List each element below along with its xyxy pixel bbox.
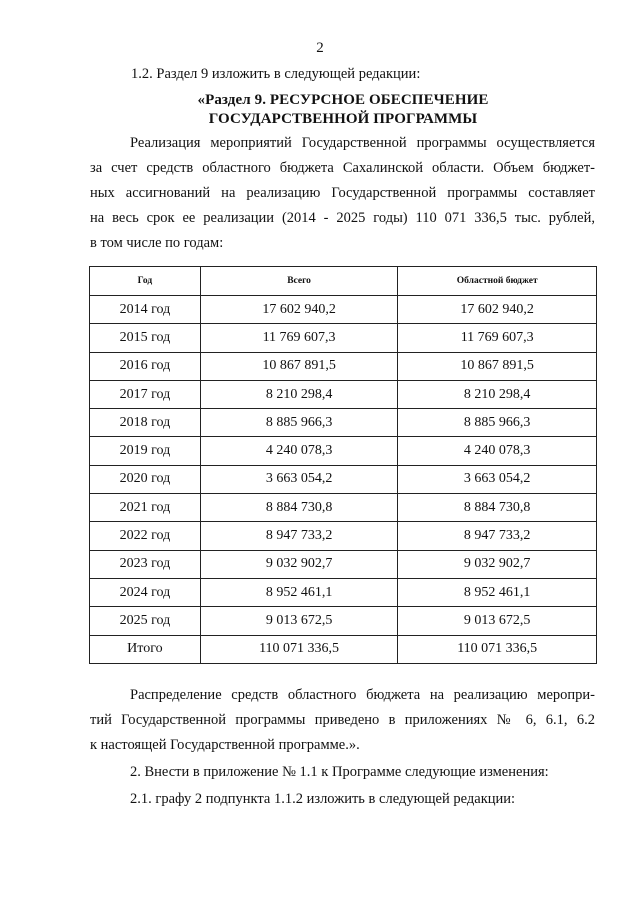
table-row [90,607,597,635]
table-row [90,409,597,437]
table-row [90,380,597,408]
total-cell: 8 947 733,2 [200,522,398,550]
table-row [90,352,597,380]
total-cell: 11 769 607,3 [200,324,398,352]
regional-budget-cell: 3 663 054,2 [398,465,597,493]
header-regional-budget: Областной бюджет [398,267,597,296]
regional-budget-cell: 9 013 672,5 [398,607,597,635]
regional-budget-cell: 10 867 891,5 [398,352,597,380]
total-cell: 17 602 940,2 [200,296,398,324]
year-cell: 2021 год [90,494,201,522]
paragraph1-line3: ных ассигнований на реализацию Государственной программы составляет [90,185,595,201]
regional-budget-cell: 4 240 078,3 [398,437,597,465]
year-cell: Итого [90,635,201,663]
table-row [90,522,597,550]
regional-budget-cell: 8 947 733,2 [398,522,597,550]
page-number: 2 [316,40,324,56]
table-header-row [90,267,597,296]
total-cell: 8 210 298,4 [200,380,398,408]
total-cell: 8 885 966,3 [200,409,398,437]
intro-line: 1.2. Раздел 9 изложить в следующей редакции: [131,66,421,82]
year-cell: 2017 год [90,380,201,408]
regional-budget-cell: 8 885 966,3 [398,409,597,437]
table-row [90,550,597,578]
paragraph2-line2: тий Государственной программы приведено в приложениях № 6, 6.1, 6.2 [90,712,595,728]
table-row [90,494,597,522]
table-total-row [90,635,597,663]
paragraph2-line1: Распределение средств областного бюджета на реализацию меропри- [130,687,595,703]
table-row [90,324,597,352]
table-row [90,296,597,324]
total-cell: 8 952 461,1 [200,578,398,606]
year-cell: 2019 год [90,437,201,465]
regional-budget-cell: 8 210 298,4 [398,380,597,408]
regional-budget-cell: 8 884 730,8 [398,494,597,522]
regional-budget-cell: 11 769 607,3 [398,324,597,352]
header-total: Всего [200,267,398,296]
section-heading-line2: ГОСУДАРСТВЕННОЙ ПРОГРАММЫ [208,111,478,127]
regional-budget-cell: 17 602 940,2 [398,296,597,324]
regional-budget-cell: 9 032 902,7 [398,550,597,578]
paragraph1-line5: в том числе по годам: [90,235,224,251]
section-heading-line1: «Раздел 9. РЕСУРСНОЕ ОБЕСПЕЧЕНИЕ [197,92,489,108]
total-cell: 3 663 054,2 [200,465,398,493]
paragraph1-line2: за счет средств областного бюджета Сахалинской области. Объем бюджет- [90,160,595,176]
budget-table [89,266,597,664]
year-cell: 2022 год [90,522,201,550]
year-cell: 2020 год [90,465,201,493]
item-2: 2. Внести в приложение № 1.1 к Программе следующие изменения: [130,764,549,780]
year-cell: 2023 год [90,550,201,578]
total-cell: 10 867 891,5 [200,352,398,380]
total-cell: 4 240 078,3 [200,437,398,465]
paragraph1-line4: на весь срок ее реализации (2014 - 2025 годы) 110 071 336,5 тыс. рублей, [90,210,595,226]
total-cell: 110 071 336,5 [200,635,398,663]
total-cell: 8 884 730,8 [200,494,398,522]
table-row [90,465,597,493]
year-cell: 2015 год [90,324,201,352]
regional-budget-cell: 8 952 461,1 [398,578,597,606]
paragraph2-line3: к настоящей Государственной программе.». [90,737,360,753]
year-cell: 2016 год [90,352,201,380]
item-2-1: 2.1. графу 2 подпункта 1.1.2 изложить в следующей редакции: [130,791,516,807]
year-cell: 2014 год [90,296,201,324]
table-row [90,578,597,606]
regional-budget-cell: 110 071 336,5 [398,635,597,663]
year-cell: 2018 год [90,409,201,437]
total-cell: 9 032 902,7 [200,550,398,578]
table-row [90,437,597,465]
paragraph1-line1: Реализация мероприятий Государственной программы осуществляется [130,135,595,151]
year-cell: 2024 год [90,578,201,606]
header-year: Год [90,267,201,296]
total-cell: 9 013 672,5 [200,607,398,635]
year-cell: 2025 год [90,607,201,635]
